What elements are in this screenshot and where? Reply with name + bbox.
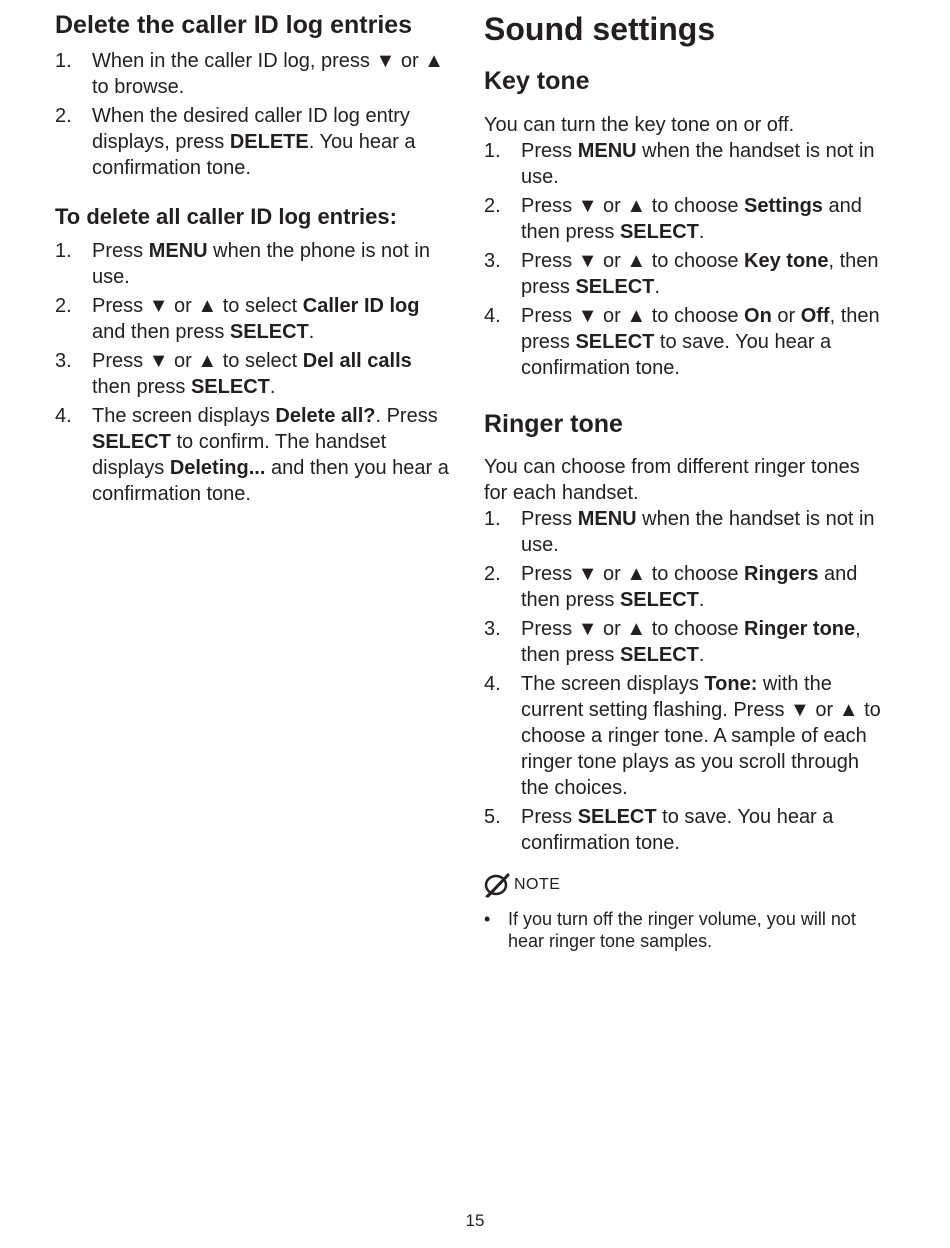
step-text-part: and then press [521,562,858,611]
step-text-part: SELECT [619,220,699,243]
note-pen-icon [484,872,512,898]
step-text [92,348,455,400]
step-text-part: Press [521,139,578,162]
step-text-part: SELECT [619,643,699,666]
step-text-part: and then press [521,194,862,243]
up-arrow-icon: ▲ [424,50,444,73]
step-text-part: When the desired caller ID log entry displays, press [92,105,410,154]
step-item [484,671,884,801]
down-arrow-icon: ▼ [148,349,169,372]
step-text-part: MENU [577,139,637,162]
step-text-part: Press [92,349,149,372]
step-text-part: to confirm. The handset displays [92,430,387,479]
down-arrow-icon: ▼ [577,194,598,217]
step-text-part: Press [521,249,578,272]
step-text-part: to browse. [92,76,185,99]
step-text-part: or [168,349,198,372]
step-number: 1. [484,507,501,530]
page-number: 15 [465,1211,485,1230]
step-number: 2. [484,562,501,585]
step-text [521,303,884,381]
step-text [521,804,884,856]
step-text-part: . [698,643,705,666]
step-text-part: Press [521,304,578,327]
up-arrow-icon: ▲ [626,562,647,585]
down-arrow-icon: ▼ [577,249,598,272]
step-text-part: to select [217,349,303,372]
note-bullet: • [484,908,491,929]
step-text-part: Settings [744,194,823,217]
step-number: 3. [55,349,72,372]
step-number: 5. [484,805,501,828]
step-text-part: or [395,50,425,73]
step-text-part: to choose [646,249,745,272]
step-text-part: . [308,320,315,343]
step-text-part: Caller ID log [302,294,420,317]
step-text [92,238,455,290]
section-title-delete-all: To delete all caller ID log entries: [55,204,397,230]
step-text-part: Del all calls [302,349,412,372]
step-text-part: SELECT [190,375,270,398]
step-text-part: Press [521,194,578,217]
step-text-part: The screen displays [92,404,276,427]
step-text-part: Delete all? [275,404,376,427]
step-text-part: to choose [646,194,745,217]
step-item [55,103,455,181]
step-text-part: Ringer tone [744,617,856,640]
down-arrow-icon: ▼ [375,50,396,73]
step-number: 1. [55,50,72,73]
step-text-part: to choose [646,617,745,640]
step-number: 4. [484,304,501,327]
note-text: If you turn off the ringer volume, you will not hear ringer tone samples. [508,908,856,951]
note-item [484,908,884,952]
step-number: 2. [55,294,72,317]
step-item [55,403,455,507]
step-text-part: Press [521,617,578,640]
step-text-part: MENU [577,507,637,530]
step-item [484,561,884,613]
step-text [521,671,884,801]
delete-all-steps [55,238,455,507]
step-text-part: Press [521,507,578,530]
right-column [484,10,884,952]
step-text [521,248,884,300]
step-text-part: Deleting... [169,456,266,479]
step-text-part: to choose [646,562,745,585]
up-arrow-icon: ▲ [626,249,647,272]
left-column [55,10,455,510]
step-text-part: to save. You hear a confirmation tone. [521,805,834,854]
step-text-part: or [771,304,801,327]
step-text-part: to save. You hear a confirmation tone. [521,330,832,379]
step-number: 2. [55,105,72,128]
step-text-part: On [744,304,772,327]
step-text-part: SELECT [92,430,171,453]
step-item [55,48,455,100]
down-arrow-icon: ▼ [577,304,598,327]
step-text-part: SELECT [619,588,699,611]
step-text-part: or [597,617,627,640]
step-text-part: or [809,698,839,721]
step-number: 1. [55,239,72,262]
step-text-part: Tone: [704,672,758,695]
step-item [484,303,884,381]
step-text-part: or [597,249,627,272]
step-text-part: SELECT [229,320,309,343]
delete-entries-steps [55,48,455,181]
key-tone-steps [484,138,884,381]
step-number: 3. [484,617,501,640]
step-item [55,238,455,290]
down-arrow-icon: ▼ [577,617,598,640]
step-number: 1. [484,139,501,162]
step-text-part: or [597,562,627,585]
step-text-part: The screen displays [521,672,705,695]
step-text-part: . [654,275,660,298]
up-arrow-icon: ▲ [626,304,647,327]
step-text-part: SELECT [575,275,655,298]
step-text [521,193,884,245]
step-text-part: When in the caller ID log, press [92,50,376,73]
key-tone-intro: You can turn the key tone on or off. [484,113,795,136]
up-arrow-icon: ▲ [626,194,647,217]
step-item [484,248,884,300]
step-number: 4. [484,672,501,695]
step-text-part: or [597,304,627,327]
step-text-part: , then press [521,304,880,353]
step-item [484,616,884,668]
step-text-part: to choose [646,304,745,327]
step-text-part: to select [217,294,303,317]
step-text-part: SELECT [575,330,655,353]
step-text-part: , then press [521,249,879,298]
step-item [484,804,884,856]
step-text-part: . Press [375,404,438,427]
down-arrow-icon: ▼ [148,294,169,317]
step-text-part: Press [521,562,578,585]
note-header [484,872,884,898]
step-text [521,506,884,558]
step-text-part: , then press [521,617,861,666]
step-text-part: DELETE [229,131,309,154]
step-text-part: Press [92,239,149,262]
step-text [92,48,455,100]
step-text-part: Press [521,805,578,828]
step-number: 3. [484,249,501,272]
step-number: 4. [55,404,72,427]
step-item [484,193,884,245]
step-text-part: Ringers [744,562,819,585]
step-text-part: . [698,220,705,243]
step-text-part: when the phone is not in use. [92,239,430,288]
up-arrow-icon: ▲ [197,294,218,317]
step-text-part: Press [92,294,149,317]
ringer-tone-heading: Ringer tone [484,409,623,438]
step-text-part: MENU [148,239,208,262]
step-text-part: Key tone [744,249,829,272]
step-text-part: . [698,588,705,611]
step-text [92,103,455,181]
step-text-part: when the handset is not in use. [521,507,875,556]
down-arrow-icon: ▼ [577,562,598,585]
step-text-part: then press [92,375,191,398]
down-arrow-icon: ▼ [790,698,810,721]
step-text-part: SELECT [577,805,657,828]
step-text-part: and then press [92,320,230,343]
note-label: NOTE [514,875,561,893]
step-text-part: and then you hear a confirmation tone. [92,456,449,505]
step-text [92,293,455,345]
up-arrow-icon: ▲ [197,349,218,372]
step-text [521,138,884,190]
step-item [484,138,884,190]
step-number: 2. [484,194,501,217]
section-title-delete-entries: Delete the caller ID log entries [55,11,413,39]
ringer-tone-steps [484,506,884,856]
step-text-part: . You hear a confirmation tone. [92,131,416,180]
step-item [55,348,455,400]
step-text-part: with the current setting flashing. Press [521,672,832,721]
step-text-part: to choose a ringer tone. A sample of each ringer tone plays as you scroll through the choices. [521,698,881,799]
up-arrow-icon: ▲ [838,698,859,721]
step-text [521,561,884,613]
step-text-part: . [269,375,276,398]
key-tone-heading: Key tone [484,67,590,96]
page-title: Sound settings [484,11,716,47]
step-text-part: when the handset is not in use. [521,139,875,188]
up-arrow-icon: ▲ [626,617,647,640]
step-text [521,616,884,668]
step-text [92,403,455,507]
step-text-part: Off [800,304,830,327]
step-item [484,506,884,558]
step-text-part: or [168,294,198,317]
ringer-tone-intro: You can choose from different ringer tones for each handset. [484,455,860,504]
step-item [55,293,455,345]
step-text-part: or [597,194,627,217]
